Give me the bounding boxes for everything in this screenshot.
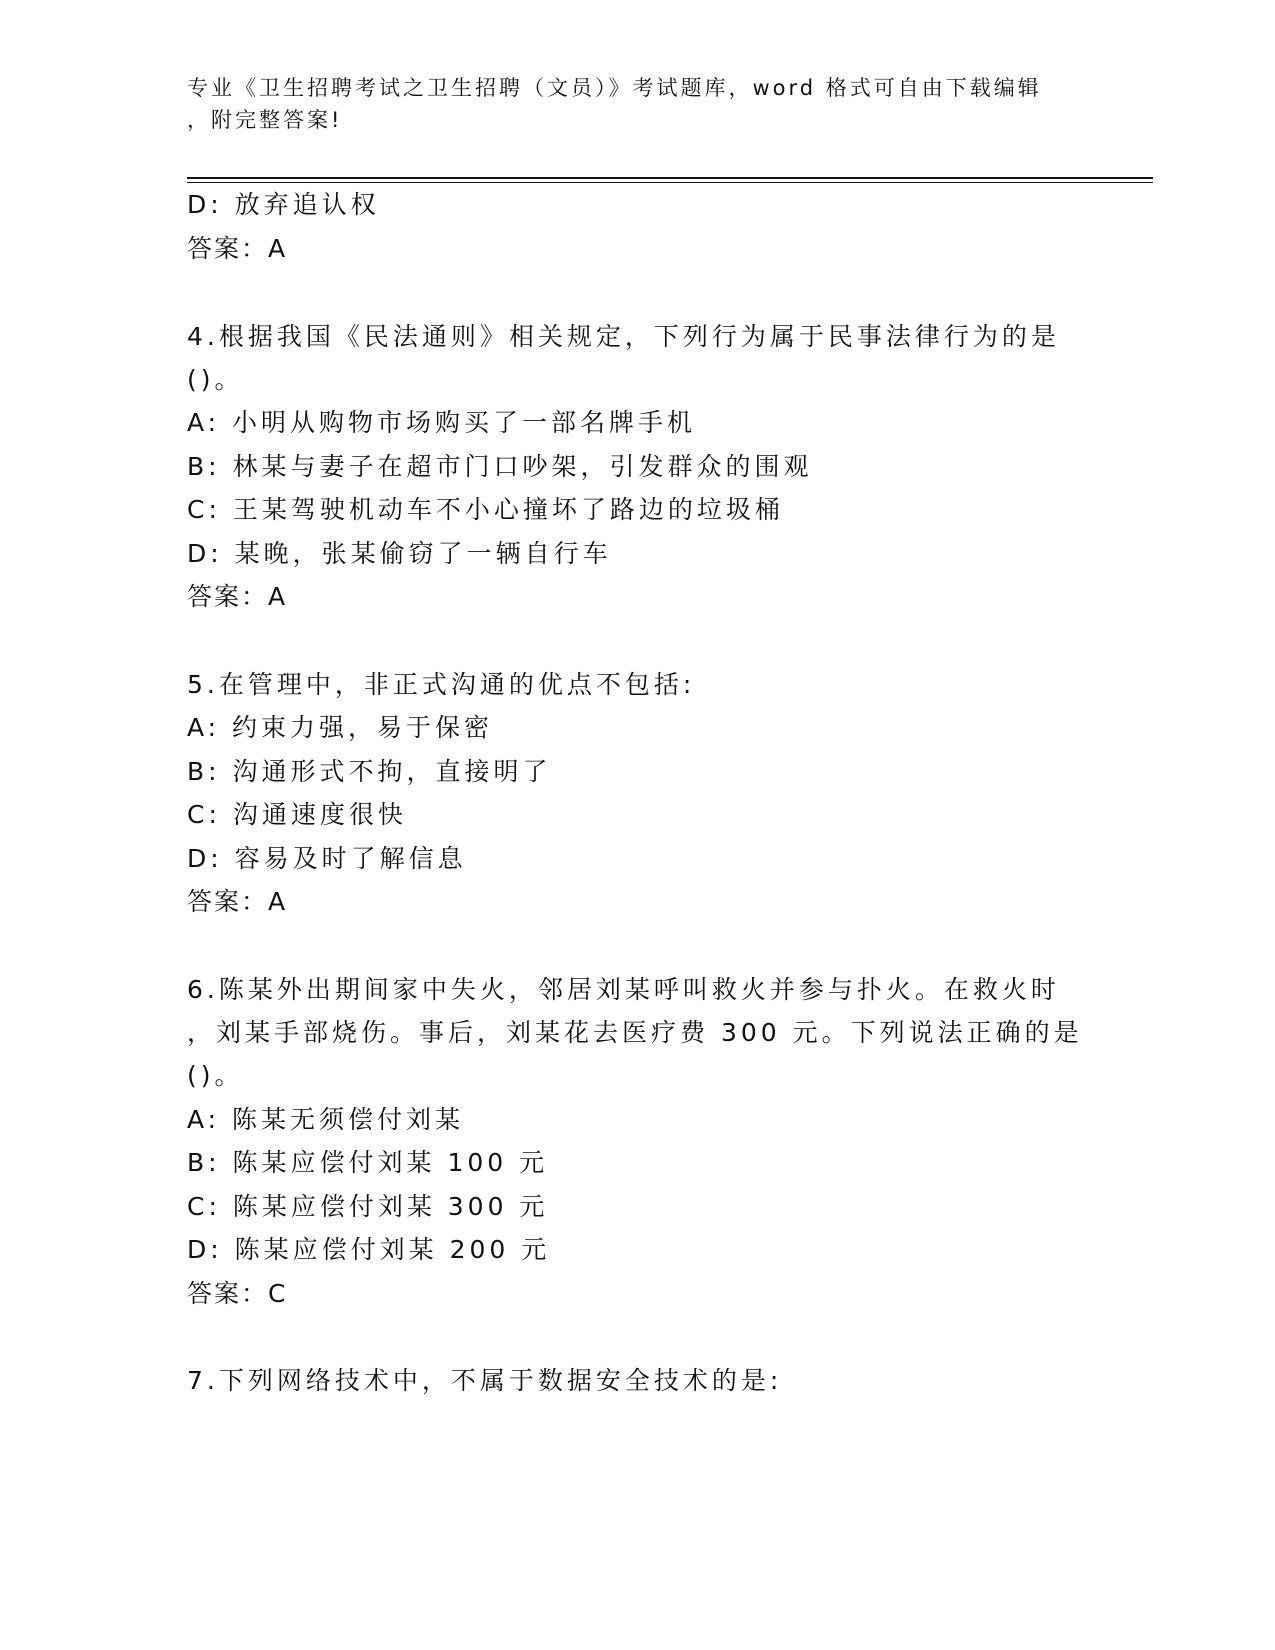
q6-option-b: B: 陈某应偿付刘某 100 元 <box>187 1148 549 1177</box>
q6-option-a: A: 陈某无须偿付刘某 <box>187 1105 465 1134</box>
q6-option-c: C: 陈某应偿付刘某 300 元 <box>187 1192 549 1221</box>
q5-answer: 答案：A <box>187 887 288 916</box>
q3-answer: 答案：A <box>187 234 288 263</box>
header-divider-thick <box>187 177 1153 179</box>
q4-option-a: A: 小明从购物市场购买了一部名牌手机 <box>187 408 697 437</box>
q4-option-b: B: 林某与妻子在超市门口吵架，引发群众的围观 <box>187 452 813 481</box>
q6-answer: 答案：C <box>187 1279 288 1308</box>
q4-stem-line-2: ()。 <box>187 365 244 394</box>
document-header <box>187 72 1077 136</box>
q5-stem-line-1: 5.在管理中，非正式沟通的优点不包括: <box>187 670 696 699</box>
q4-answer: 答案：A <box>187 582 288 611</box>
q6-stem-line-1: 6.陈某外出期间家中失火，邻居刘某呼叫救火并参与扑火。在救火时 <box>187 975 1060 1004</box>
q5-option-a: A: 约束力强，易于保密 <box>187 713 494 742</box>
q4-option-d: D: 某晚，张某偷窃了一辆自行车 <box>187 539 612 568</box>
q6-stem-line-2: ，刘某手部烧伤。事后，刘某花去医疗费 300 元。下列说法正确的是 <box>187 1018 1083 1047</box>
q7-stem-line-1: 7.下列网络技术中，不属于数据安全技术的是: <box>187 1366 783 1395</box>
header-line-2: ，附完整答案! <box>187 108 343 132</box>
header-line-1: 专业《卫生招聘考试之卫生招聘（文员）》考试题库，word 格式可自由下载编辑 <box>187 76 1042 100</box>
q6-stem-line-3: ()。 <box>187 1061 244 1090</box>
q5-option-c: C: 沟通速度很快 <box>187 800 407 829</box>
q3-option-d: D: 放弃追认权 <box>187 190 380 219</box>
q5-option-d: D: 容易及时了解信息 <box>187 844 467 873</box>
header-divider-thin <box>187 182 1153 183</box>
q5-option-b: B: 沟通形式不拘，直接明了 <box>187 757 552 786</box>
q4-stem-line-1: 4.根据我国《民法通则》相关规定，下列行为属于民事法律行为的是 <box>187 322 1060 351</box>
q6-option-d: D: 陈某应偿付刘某 200 元 <box>187 1235 551 1264</box>
q4-option-c: C: 王某驾驶机动车不小心撞坏了路边的垃圾桶 <box>187 495 784 524</box>
